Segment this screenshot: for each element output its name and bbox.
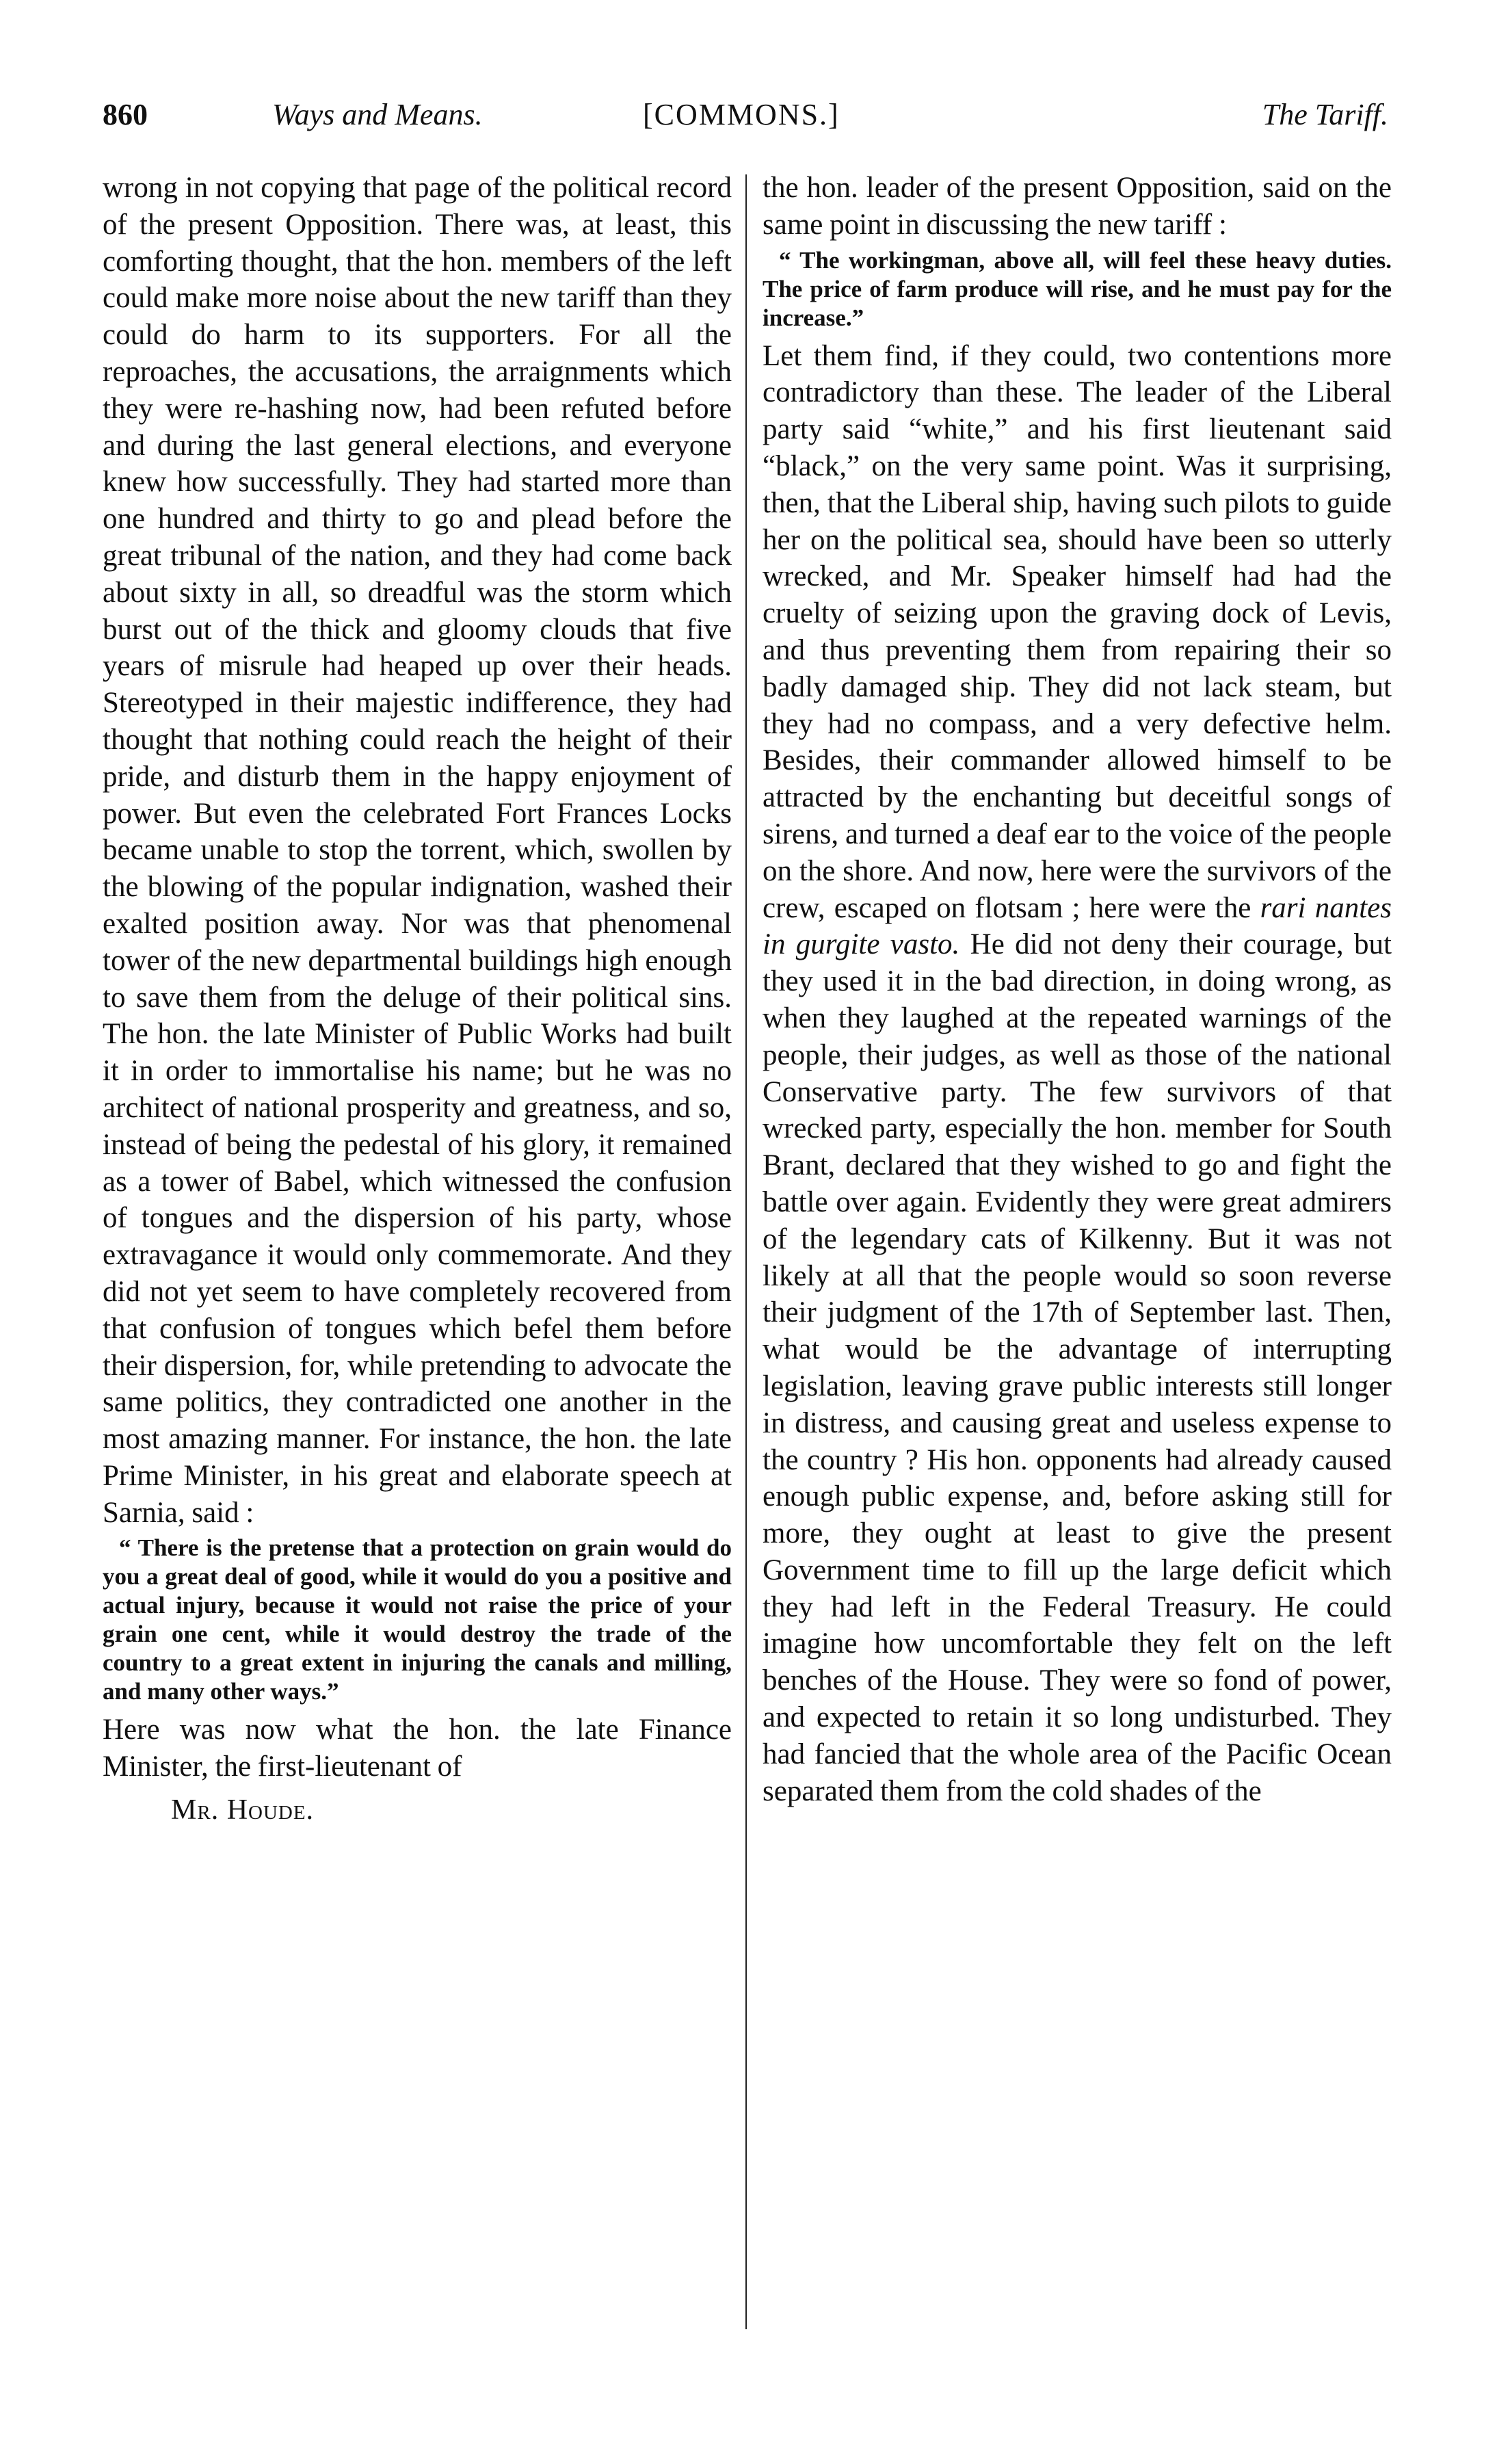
- left-column: [103, 170, 732, 1826]
- right-quotation: “ The workingman, above all, will feel these heavy duties. The price of farm produce will rise, and he must pay for the increase.”: [763, 246, 1392, 331]
- header-center-title: [COMMONS.]: [643, 98, 840, 131]
- left-quotation: “ There is the pretense that a protection on grain would do you a great deal of good, while it would do you a positive and actual injury, because it would not raise the price of your grain one cent, while it would destroy the trade of the country to a great extent in injuring the canals and milling, and many other ways.”: [103, 1534, 732, 1705]
- right-column: [763, 170, 1392, 1809]
- right-paragraph-2-part-1: Let them find, if they could, two contentions more contradictory than these. The leader of the Liberal party said “white,” and his first lieutenant said “black,” on the very same point. Was it surprising, then, that the Liberal ship, having such pilots to guide her on the political sea, should have been so utterly wrecked, and Mr. Speaker himself had had the cruelty of seizing upon the graving dock of Levis, and thus preventing them from repairing their so badly damaged ship. They did not lack steam, but they had no compass, and a very defective helm. Besides, their commander allowed himself to be attracted by the enchanting but deceitful songs of sirens, and turned a deaf ear to the voice of the people on the shore. And now, here were the survivors of the crew, escaped on flotsam ; here were the: [763, 339, 1392, 924]
- latin-phrase: rari nantes in gurgite vasto.: [763, 891, 1392, 961]
- header-left-title: Ways and Means.: [272, 98, 483, 131]
- left-paragraph-2: Here was now what the hon. the late Finance Minister, the first-lieutenant of: [103, 1714, 732, 1783]
- right-paragraph-1: the hon. leader of the present Opposition, said on the same point in discussing the new tariff :: [763, 172, 1392, 241]
- speaker-name: Mr. Houde.: [171, 1794, 315, 1826]
- right-paragraph-2: [763, 338, 1392, 1810]
- header-right-title: The Tariff.: [1262, 98, 1388, 131]
- right-paragraph-2-part-2: He did not deny their courage, but they used it in the bad direction, in doing wrong, as when they laughed at the repeated warnings of the people, their judges, as well as those of the national Conservative party. The few survivors of that wrecked party, especially the hon. member for South Brant, declared that they wished to go and fight the battle over again. Evidently they were great admirers of the legendary cats of Kilkenny. But it was not likely at all that the people would so soon reverse their judgment of the 17th of September last. Then, what would be the advantage of interrupting legislation, leaving grave public interests still longer in distress, and causing great and useless expense to the country ? His hon. opponents had already caused enough public expense, and, before asking still for more, they ought at least to give the present Government time to fill up the large deficit which they had left in the Federal Treasury. He could imagine how uncomfortable they felt on the left benches of the House. They were so fond of power, and expected to retain it so long undisturbed. They had fancied that the whole area of the Pacific Ocean separated them from the cold shades of the: [763, 928, 1392, 1807]
- left-paragraph-1: wrong in not copying that page of the political record of the present Opposition. There was, at least, this comforting thought, that the hon. members of the left could make more noise about the new tariff than they could do harm to its supporters. For all the reproaches, the accusations, the arraignments which they were re-hashing now, had been refuted before and during the last general elections, and everyone knew how successfully. They had started more than one hundred and thirty to go and plead before the great tribunal of the nation, and they had come back about sixty in all, so dreadful was the storm which burst out of the thick and gloomy clouds that five years of misrule had heaped up over their heads. Stereotyped in their majestic indifference, they had thought that nothing could reach the height of their pride, and disturb them in the happy enjoyment of power. But even the celebrated Fort Frances Locks became unable to stop the torrent, which, swollen by the blowing of the popular indignation, washed their exalted position away. Nor was that phenomenal tower of the new departmental buildings high enough to save them from the deluge of their political sins. The hon. the late Minister of Public Works had built it in order to immortalise his name; but he was no architect of national prosperity and greatness, and so, instead of being the pedestal of his glory, it remained as a tower of Babel, which witnessed the confusion of tongues and the dispersion of his party, whose extravagance it would only commemorate. And they did not yet seem to have completely recovered from that confusion of tongues which befel them before their dispersion, for, while pretending to advocate the same politics, they contradicted one another in the most amazing manner. For instance, the hon. the late Prime Minister, in his great and elaborate speech at Sarnia, said :: [103, 172, 732, 1529]
- page-number: 860: [103, 98, 148, 131]
- column-divider: [745, 174, 747, 2329]
- running-header: [103, 96, 1388, 144]
